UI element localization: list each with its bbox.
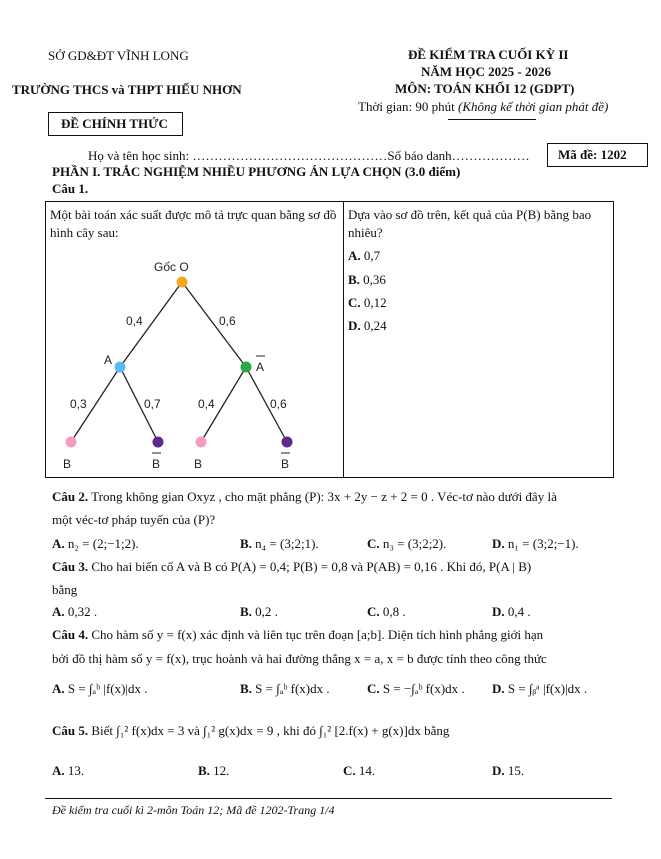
q3-option-c-letter: C. (367, 604, 380, 619)
q1-divider (343, 201, 344, 478)
q3-line1 (52, 559, 531, 575)
q2-option-b-letter: B. (240, 536, 252, 551)
q5-text1: Biết ∫₁² f(x)dx = 3 và ∫₁² g(x)dx = 9 , khi đó ∫₁² [2.f(x) + g(x)]dx bằng (91, 723, 450, 738)
edge-ab-label: 0,3 (70, 397, 87, 411)
q1-option-b[interactable] (348, 272, 386, 288)
q2-option-a[interactable] (52, 536, 139, 552)
node-a (115, 362, 126, 373)
q5-option-c[interactable] (343, 763, 375, 779)
q1-option-a[interactable] (348, 248, 380, 264)
q3-option-a[interactable] (52, 604, 97, 620)
edge-oa-label: 0,4 (126, 314, 143, 328)
leaf4-label: B (281, 457, 290, 471)
q2-option-c[interactable] (367, 536, 446, 552)
q2-option-c-letter: C. (367, 536, 380, 551)
q4-option-d-text: S = ∫ᵦᵃ |f(x)|dx . (507, 681, 588, 696)
q1-option-a-letter: A. (348, 248, 361, 263)
q1-option-d-text: 0,24 (363, 318, 387, 333)
q1-option-a-text: 0,7 (363, 248, 381, 263)
q4-option-c[interactable] (367, 681, 465, 697)
q2-option-d-text: n₁ = (3;2;−1). (507, 536, 579, 551)
q2-line1 (52, 489, 557, 505)
q1-option-d-letter: D. (348, 318, 361, 333)
official-box (48, 112, 183, 136)
leaf-b-2 (196, 437, 207, 448)
q2-option-c-text: n₃ = (3;2;2). (382, 536, 447, 551)
q4-option-b[interactable] (240, 681, 330, 697)
student-info-line: Họ và tên học sinh: ………………………………………Số báo danh……………… (88, 148, 530, 163)
q4-line2: bởi đồ thị hàm số y = f(x), trục hoành và hai đường thẳng x = a, x = b được tính theo công thức (52, 651, 547, 666)
q5-option-a-letter: A. (52, 763, 65, 778)
q5-option-b-text: 12. (213, 763, 230, 778)
root-label: Gốc O (154, 260, 189, 274)
q3-option-a-text: 0,32 . (67, 604, 98, 619)
q5-option-d-letter: D. (492, 763, 505, 778)
q1-option-d[interactable] (348, 318, 387, 334)
q4-line1 (52, 627, 543, 643)
q1-option-c-letter: C. (348, 295, 361, 310)
node-a-label: A (104, 353, 113, 367)
edge-abbar-label: 0,7 (144, 397, 161, 411)
leaf1-label: B (63, 457, 72, 471)
q3-option-b-text: 0,2 . (255, 604, 278, 619)
time-line (358, 99, 608, 115)
q3-option-c-text: 0,8 . (382, 604, 406, 619)
q1-right-text: Dựa vào sơ đồ trên, kết quả của P(B) bằng bao nhiêu? (348, 207, 592, 240)
q5-option-b[interactable] (198, 763, 229, 779)
q5-line1 (52, 723, 449, 739)
q4-option-a-text: S = ∫ₐᵇ |f(x)|dx . (67, 681, 148, 696)
q5-option-a[interactable] (52, 763, 84, 779)
q2-option-a-letter: A. (52, 536, 65, 551)
q1-left-text: Một bài toán xác suất được mô tả trực quan bằng sơ đồ hình cây sau: (50, 207, 337, 240)
q4-option-c-letter: C. (367, 681, 380, 696)
q5-option-a-text: 13. (67, 763, 85, 778)
q4-option-d[interactable] (492, 681, 587, 697)
q4-label: Câu 4. (52, 627, 89, 642)
leaf-b-1 (66, 437, 77, 448)
q5-option-d-text: 15. (507, 763, 525, 778)
q3-option-a-letter: A. (52, 604, 65, 619)
q2-line2: một véc-tơ pháp tuyến của (P)? (52, 512, 216, 527)
q5-option-b-letter: B. (198, 763, 210, 778)
q3-option-d[interactable] (492, 604, 531, 620)
q4-option-a[interactable] (52, 681, 148, 697)
part1-title: PHẦN I. TRẮC NGHIỆM NHIỀU PHƯƠNG ÁN LỰA CHỌN (3.0 điểm) (52, 164, 461, 179)
school-year: NĂM HỌC 2025 - 2026 (421, 64, 551, 79)
school-name: TRƯỜNG THCS và THPT HIẾU NHƠN (12, 82, 242, 97)
exam-title: ĐỀ KIỂM TRA CUỐI KỲ II (408, 47, 569, 62)
q5-label: Câu 5. (52, 723, 89, 738)
q5-option-c-text: 14. (358, 763, 376, 778)
footer-text: Đề kiểm tra cuối kì 2-môn Toán 12; Mã đề 1202-Trang 1/4 (52, 803, 335, 817)
q3-line2: bằng (52, 582, 78, 597)
subject-underline (448, 119, 536, 120)
leaf-bbar-2 (282, 437, 293, 448)
q2-option-b-text: n₄ = (3;2;1). (255, 536, 319, 551)
q1-option-b-letter: B. (348, 272, 360, 287)
edge-abarbbar-label: 0,6 (270, 397, 287, 411)
q4-option-a-letter: A. (52, 681, 65, 696)
q3-option-b-letter: B. (240, 604, 252, 619)
time-note: (Không kể thời gian phát đề) (458, 99, 609, 114)
q2-option-b[interactable] (240, 536, 319, 552)
q4-option-b-letter: B. (240, 681, 252, 696)
leaf3-label: B (194, 457, 203, 471)
q4-option-d-letter: D. (492, 681, 505, 696)
leaf-bbar-1 (153, 437, 164, 448)
node-abar-label: A (256, 360, 265, 374)
exam-code-box (547, 143, 648, 167)
probability-tree-diagram (46, 250, 342, 475)
q5-option-d[interactable] (492, 763, 524, 779)
q2-option-d[interactable] (492, 536, 579, 552)
dept-name: SỞ GD&ĐT VĨNH LONG (48, 48, 189, 63)
q5-option-c-letter: C. (343, 763, 356, 778)
q1-option-b-text: 0,36 (363, 272, 386, 287)
q1-option-c-text: 0,12 (363, 295, 387, 310)
q3-option-c[interactable] (367, 604, 406, 620)
time-label: Thời gian: 90 phút (358, 99, 455, 114)
q4-option-b-text: S = ∫ₐᵇ f(x)dx . (255, 681, 330, 696)
leaf2-label: B (152, 457, 161, 471)
q1-option-c[interactable] (348, 295, 387, 311)
footer-rule (45, 798, 612, 799)
node-abar (241, 362, 252, 373)
q3-option-d-text: 0,4 . (507, 604, 531, 619)
q3-text1: Cho hai biến cố A và B có P(A) = 0,4; P(B) = 0,8 và P(AB) = 0,16 . Khi đó, P(A | B) (91, 559, 532, 574)
q4-text1: Cho hàm số y = f(x) xác định và liên tục trên đoạn [a;b]. Diện tích hình phẳng giới hạn (91, 627, 544, 642)
q1-label: Câu 1. (52, 181, 89, 196)
q3-option-b[interactable] (240, 604, 278, 620)
q2-text1: Trong không gian Oxyz , cho mặt phẳng (P): 3x + 2y − z + 2 = 0 . Véc-tơ nào dưới đây là (91, 489, 557, 504)
q4-option-c-text: S = −∫ₐᵇ f(x)dx . (382, 681, 465, 696)
root-node (177, 277, 188, 288)
q2-option-d-letter: D. (492, 536, 505, 551)
q2-option-a-text: n₂ = (2;−1;2). (67, 536, 139, 551)
edge-abarb-label: 0,4 (198, 397, 215, 411)
subject: MÔN: TOÁN KHỐI 12 (GDPT) (395, 81, 575, 96)
edge-o-abar (182, 282, 246, 367)
q3-label: Câu 3. (52, 559, 89, 574)
q3-option-d-letter: D. (492, 604, 505, 619)
edge-oabar-label: 0,6 (219, 314, 236, 328)
official-label: ĐỀ CHÍNH THỨC (61, 116, 168, 131)
exam-code: Mã đề: 1202 (558, 147, 627, 162)
q2-label: Câu 2. (52, 489, 89, 504)
